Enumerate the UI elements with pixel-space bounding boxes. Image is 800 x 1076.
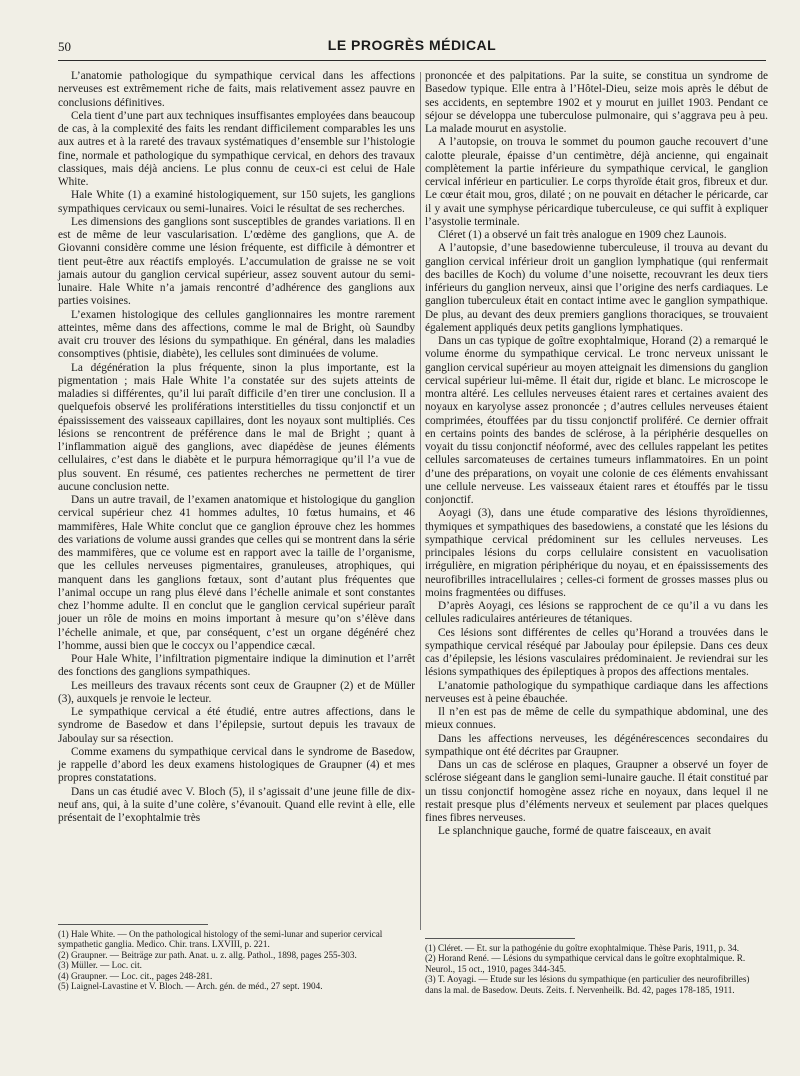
footnote: (4) Graupner. — Loc. cit., pages 248-281. <box>58 970 213 981</box>
paragraph: prononcée et des palpitations. Par la suite, se constitua un syndrome de Basedow typique. Elle entra à l’Hôtel-Dieu, seize mois après le début de ses accidents, en septembre 1902 et y mourut en juillet 1903. Pendant ce séjour se développa une tuberculose pulmonaire, qui s’aggrava peu à peu. La malade mourut en asystolie. <box>425 70 768 135</box>
column-divider <box>420 72 421 930</box>
paragraph: A l’autopsie, on trouva le sommet du poumon gauche recouvert d’une calotte pleurale, épaisse d’un centimètre, déjà ancienne, qui engainait complètement la partie inférieure du sympathique cervical, le ganglion cervical inférieur en particulier. Le corps thyroïde était gros, fibreux et dur. Le cœur était mou, gros, dilaté ; on ne pouvait en détacher le péricarde, car il y avait une symphyse péricardique tuberculeuse, ce qui suffit à expliquer l’asystolie terminale. <box>425 136 768 228</box>
paragraph: L’examen histologique des cellules ganglionnaires les montre rarement atteintes, même dans des affections, comme le mal de Bright, où Saundby avait cru trouver des lésions du sympathique. En général, dans les maladies consomptives (phtisie, diabète), les cellules sont diminuées de volume. <box>58 308 415 361</box>
footnote: (2) Graupner. — Beiträge zur path. Anat. u. z. allg. Pathol., 1898, pages 255-303. <box>58 949 357 960</box>
paragraph: Dans un cas étudié avec V. Bloch (5), il s’agissait d’une jeune fille de dix-neuf ans, qui, à la suite d’une colère, s’évanouit. Quand elle revint à elle, elle présentait de l’exophtalmie très <box>58 785 415 824</box>
paragraph: Pour Hale White, l’infiltration pigmentaire indique la diminution et l’arrêt des fonctions des ganglions sympathiques. <box>58 653 415 679</box>
paragraph: Cléret (1) a observé un fait très analogue en 1909 chez Launois. <box>438 229 727 241</box>
footnotes-left <box>58 929 415 991</box>
paragraph: Dans un cas de sclérose en plaques, Graupner a observé un foyer de sclérose siégeant dans le ganglion semi-lunaire gauche. Il était constitué par un tissu conjonctif homogène assez riche en noyaux, dans lequel il ne restait presque plus d’éléments nerveux et seulement par places quelques fines fibres nerveuses. <box>425 759 768 824</box>
paragraph: Dans un autre travail, de l’examen anatomique et histologique du ganglion cervical supérieur chez 41 hommes adultes, 10 fœtus humains, et 46 mammifères, Hale White conclut que ce ganglion éprouve chez les hommes des variations de volume aussi grandes que celles qui se montrent dans la série des mammifères, que ce volume est en rapport avec la taille de l’organisme, que les cellules nerveuses pigmentaires, granuleuses, atrophiques, qui manquent dans les ganglions fœtaux, sont d’autant plus fréquentes que l’animal occupe un rang plus élevé dans l’échelle animale et sont constantes chez l’homme adulte. Il en conclut que le ganglion cervical supérieur paraît jouer un rôle de moins en moins important à mesure qu’on s’élève dans l’échelle animale, et que, par conséquent, c’est un organe dégénéré chez l’homme, aussi bien que le coccyx ou l’appendice cæcal. <box>58 494 415 652</box>
footnote-rule-left <box>58 924 208 925</box>
footnote: (1) Cléret. — Et. sur la pathogénie du goître exophtalmique. Thèse Paris, 1911, p. 34. <box>425 943 740 953</box>
page-number: 50 <box>58 39 71 54</box>
footnote-rule-right <box>425 938 575 939</box>
paragraph: Aoyagi (3), dans une étude comparative des lésions thyroïdiennes, thymiques et sympathiques des basedowiens, a constaté que les lésions du sympathique cervical prédominent sur les cellules nerveuses. Les principales lésions du corps cellulaire consistent en vacuolisation irrégulière, en migration périphérique du noyau, et en épaississements des neurofibrilles intracellulaires ; celles-ci forment de grosses masses plus ou moins fragmentées ou diffuses. <box>425 507 768 599</box>
paragraph: D’après Aoyagi, ces lésions se rapprochent de ce qu’il a vu dans les cellules radiculaires antérieures de tétaniques. <box>425 600 768 626</box>
paragraph: Cela tient d’une part aux techniques insuffisantes employées dans beaucoup de cas, à la complexité des faits les rendant difficilement comparables les uns aux autres et à la rareté des travaux systématiques d’ensemble sur l’histologie fine, normale et pathologique du sympathique cervical, en dehors des travaux classiques, mais déjà anciens. Le plus connu de ceux-ci est celui de Hale White. <box>58 109 415 188</box>
footnote: (1) Hale White. — On the pathological histology of the semi-lunar and superior cervical sympathetic ganglia. Medico. Chir. trans. LXVIII, p. 221. <box>58 929 383 950</box>
header-rule <box>58 60 766 61</box>
left-column <box>58 70 415 825</box>
footnote: (2) Horand René. — Lésions du sympathique cervical dans le goître exophtalmique. R. Neurol., 15 oct., 1910, pages 344-345. <box>425 953 746 974</box>
paragraph: Le sympathique cervical a été étudié, entre autres affections, dans le syndrome de Basedow et dans l’épilepsie, surtout depuis les travaux de Jaboulay sur sa résection. <box>58 706 415 745</box>
paragraph: L’anatomie pathologique du sympathique cervical dans les affections nerveuses est extrêmement riche de faits, mais relativement assez pauvre en conclusions définitives. <box>58 70 415 109</box>
paragraph: Dans les affections nerveuses, les dégénérescences secondaires du sympathique ont été décrites par Graupner. <box>425 732 768 758</box>
footnotes-right <box>425 943 768 995</box>
paragraph: Les dimensions des ganglions sont susceptibles de grandes variations. Il en est de même de leur vascularisation. L’œdème des ganglions, que A. de Giovanni considère comme une lésion fréquente, est difficile à démontrer et tient peut-être aux réactifs employés. L’accumulation de graisse ne se voit jamais autour du ganglion cervical supérieur, assez souvent autour du semi-lunaire. Hale White n’a jamais rencontré d’adhérence des ganglions aux parties voisines. <box>58 215 415 308</box>
journal-title: LE PROGRÈS MÉDICAL <box>327 37 497 53</box>
paragraph: L’anatomie pathologique du sympathique cardiaque dans les affections nerveuses est à peine ébauchée. <box>425 679 768 705</box>
footnote: (5) Laignel-Lavastine et V. Bloch. — Arch. gén. de méd., 27 sept. 1904. <box>58 981 323 992</box>
paragraph: Ces lésions sont différentes de celles qu’Horand a trouvées dans le sympathique cervical réséqué par Jaboulay pour épilepsie. Dans ces deux cas d’épilepsie, les lésions vasculaires prédominaient. Je reviendrai sur les lésions sympathiques des épileptiques à propos des affections mentales. <box>425 626 768 679</box>
paragraph: Hale White (1) a examiné histologiquement, sur 150 sujets, les ganglions sympathiques cervicaux ou semi-lunaires. Voici le résultat de ses recherches. <box>58 189 415 215</box>
paragraph: Il n’en est pas de même de celle du sympathique abdominal, une des mieux connues. <box>425 706 768 732</box>
page-header <box>58 37 766 59</box>
footnote: (3) T. Aoyagi. — Etude sur les lésions du sympathique (en particulier des neurofibrilles) dans la mal. de Basedow. Deuts. Zeits. f. Nervenheilk. Bd. 42, pages 178-185, 1911. <box>425 974 750 995</box>
paragraph: Les meilleurs des travaux récents sont ceux de Graupner (2) et de Müller (3), auxquels je renvoie le lecteur. <box>58 679 415 705</box>
paragraph: Comme examens du sympathique cervical dans le syndrome de Basedow, je rappelle d’abord les deux examens histologiques de Graupner (4) et mes propres constatations. <box>58 745 415 785</box>
right-column <box>425 70 768 839</box>
footnote: (3) Müller. — Loc. cit. <box>58 960 142 971</box>
paragraph: Dans un cas typique de goître exophtalmique, Horand (2) a remarqué le volume énorme du sympathique cervical. Le tronc nerveux unissant le ganglion cervical supérieur au moyen atteignait les dimensions du ganglion cervical supérieur lui-même. Il était dur, rigide et blanc. Le microscope le montra altéré. Les cellules nerveuses étaient rares et certaines avaient des noyaux en karyolyse assez prononcée ; d’autres cellules nerveuses étaient comprimées, étouffées par du tissu conjonctif proliféré. Ce dernier offrait en certains points des bandes de sclérose, à la périphérie desquelles on voyait du tissu conjonctif néoformé, avec des cellules rappelant les petites cellules sarcomateuses de certaines tumeurs inflammatoires. En un point d’une des préparations, on voyait une colonie de ces éléments envahissant une cellule nerveuse. Les vaisseaux étaient rares et étouffés par le tissu conjonctif. <box>425 335 768 506</box>
paragraph: La dégénération la plus fréquente, sinon la plus importante, est la pigmentation ; mais Hale White l’a constatée sur des sujets atteints de maladies si différentes, qu’il lui paraît difficile d’en tirer une conclusion. Il a quelquefois observé les proliférations interstitielles du tissu conjonctif et un épaississement des vaisseaux capillaires, dont les noyaux sont multipliés. Ces lésions se rencontrent de préférence dans le mal de Bright ; quant à l’inflammation aiguë des ganglions, avec diapédèse de jeunes éléments cellulaires, c’est dans le diabète et le purpura hémorragique qu’il l’a vue de plus souvent. En résumé, ces patientes recherches ne permettent de tirer aucune conclusion nette. <box>58 361 415 493</box>
paragraph: A l’autopsie, d’une basedowienne tuberculeuse, il trouva au devant du ganglion cervical inférieur droit un ganglion lymphatique (qui renfermait des bacilles de Koch) du volume d’une noisette, recouvrant les deux tiers inférieurs du ganglion nerveux, ainsi que l’origine des nerfs cardiaques. Le ganglion tuberculeux était en contact intime avec le ganglion sympathique. De plus, au devant des deux premiers ganglions thoraciques, se trouvaient également appliqués deux petits ganglions lymphatiques. <box>425 242 768 334</box>
paragraph: Le splanchnique gauche, formé de quatre faisceaux, en avait <box>438 825 711 838</box>
